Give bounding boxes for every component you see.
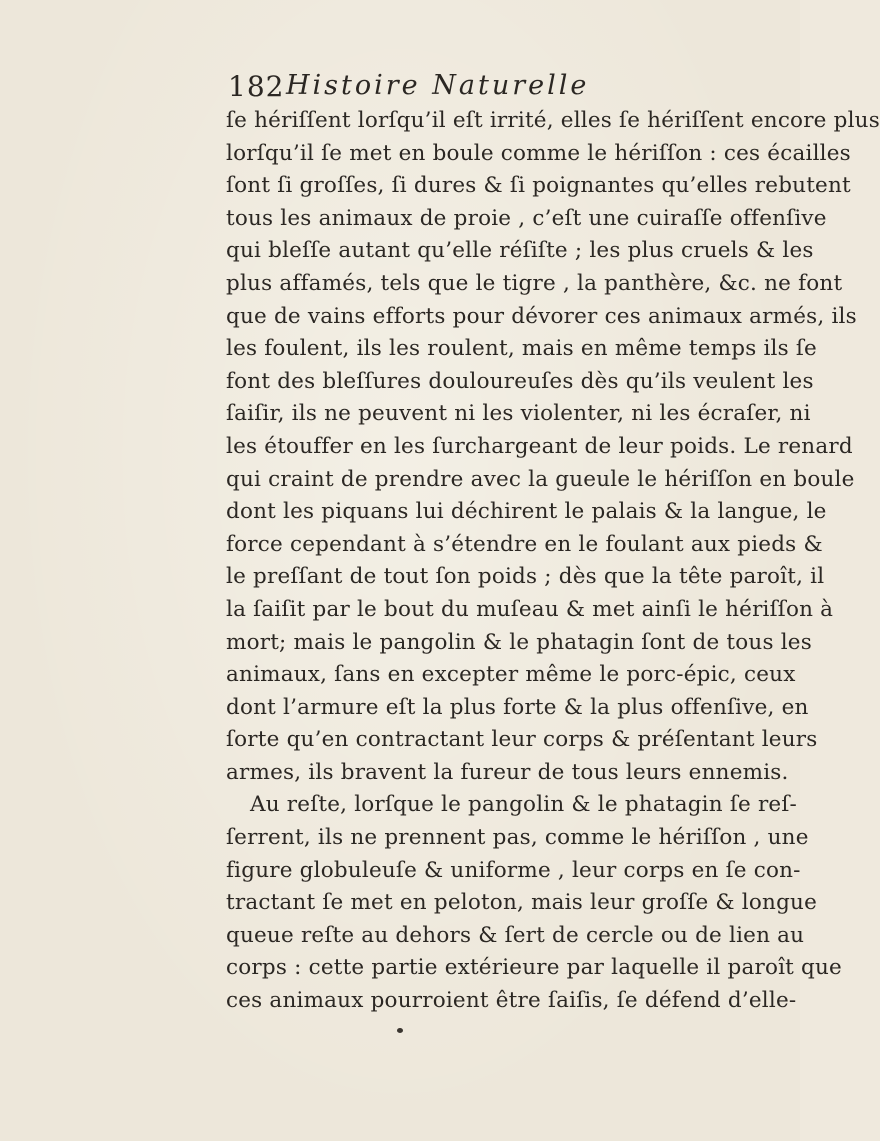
- page-number: 182: [228, 70, 285, 103]
- text-line: les étouffer en les ſurchargeant de leur poids. Le renard: [226, 433, 853, 459]
- text-line: ces animaux pourroient être ſaiſis, ſe défend d’elle-: [226, 988, 797, 1014]
- text-line: dont l’armure eſt la plus forte & la plus offenſive, en: [226, 694, 809, 720]
- text-line: qui craint de prendre avec la gueule le hériſſon en boule: [226, 466, 855, 492]
- text-line: queue reſte au dehors & ſert de cercle ou de lien au: [226, 922, 805, 948]
- text-line: tractant ſe met en peloton, mais leur groſſe & longue: [226, 890, 818, 916]
- text-line: dont les piquans lui déchirent le palais & la langue, le: [226, 499, 827, 525]
- text-line: tous les animaux de proie , c’eſt une cuiraſſe offenſive: [226, 205, 827, 231]
- text-line: armes, ils bravent la fureur de tous leurs ennemis.: [226, 759, 789, 785]
- text-line: lorſqu’il ſe met en boule comme le hériſſon : ces écailles: [226, 140, 851, 166]
- text-line: ſe hériſſent lorſqu’il eſt irrité, elles ſe hériſſent encore plus: [226, 108, 880, 133]
- text-line: ſorte qu’en contractant leur corps & préſentant leurs: [226, 727, 818, 753]
- text-line: qui bleſſe autant qu’elle réſiſte ; les plus cruels & les: [226, 238, 814, 264]
- text-line: animaux, ſans en excepter même le porc-épic, ceux: [226, 662, 796, 688]
- text-line: Au reſte, lorſque le pangolin & le phatagin ſe reſ-: [250, 792, 797, 818]
- text-line: figure globuleuſe & uniforme , leur corps en ſe con-: [226, 857, 801, 883]
- text-line: ſerrent, ils ne prennent pas, comme le hériſſon , une: [226, 825, 809, 851]
- text-line: corps : cette partie extérieure par laquelle il paroît que: [226, 955, 842, 981]
- ink-speck: [397, 1028, 403, 1033]
- text-line: ſont ſi groſſes, ſi dures & ſi poignantes qu’elles rebutent: [226, 173, 851, 199]
- text-line: le preſſant de tout ſon poids ; dès que la tête paroît, il: [226, 564, 825, 590]
- text-line: la ſaiſit par le bout du muſeau & met ainſi le hériſſon à: [226, 596, 834, 622]
- text-line: ſaiſir, ils ne peuvent ni les violenter, ni les écraſer, ni: [226, 401, 811, 427]
- text-line: force cependant à s’étendre en le foulant aux pieds &: [226, 531, 823, 557]
- text-line: plus affamés, tels que le tigre , la panthère, &c. ne font: [226, 270, 843, 296]
- running-title: Histoire Naturelle: [286, 70, 590, 101]
- body-text: [226, 105, 880, 1018]
- text-line: mort; mais le pangolin & le phatagin ſont de tous les: [226, 629, 812, 655]
- text-line: que de vains efforts pour dévorer ces animaux armés, ils: [226, 303, 857, 329]
- text-line: les foulent, ils les roulent, mais en même temps ils ſe: [226, 336, 817, 362]
- page-header: [228, 70, 668, 106]
- text-line: font des bleſſures douloureuſes dès qu’ils veulent les: [226, 368, 814, 394]
